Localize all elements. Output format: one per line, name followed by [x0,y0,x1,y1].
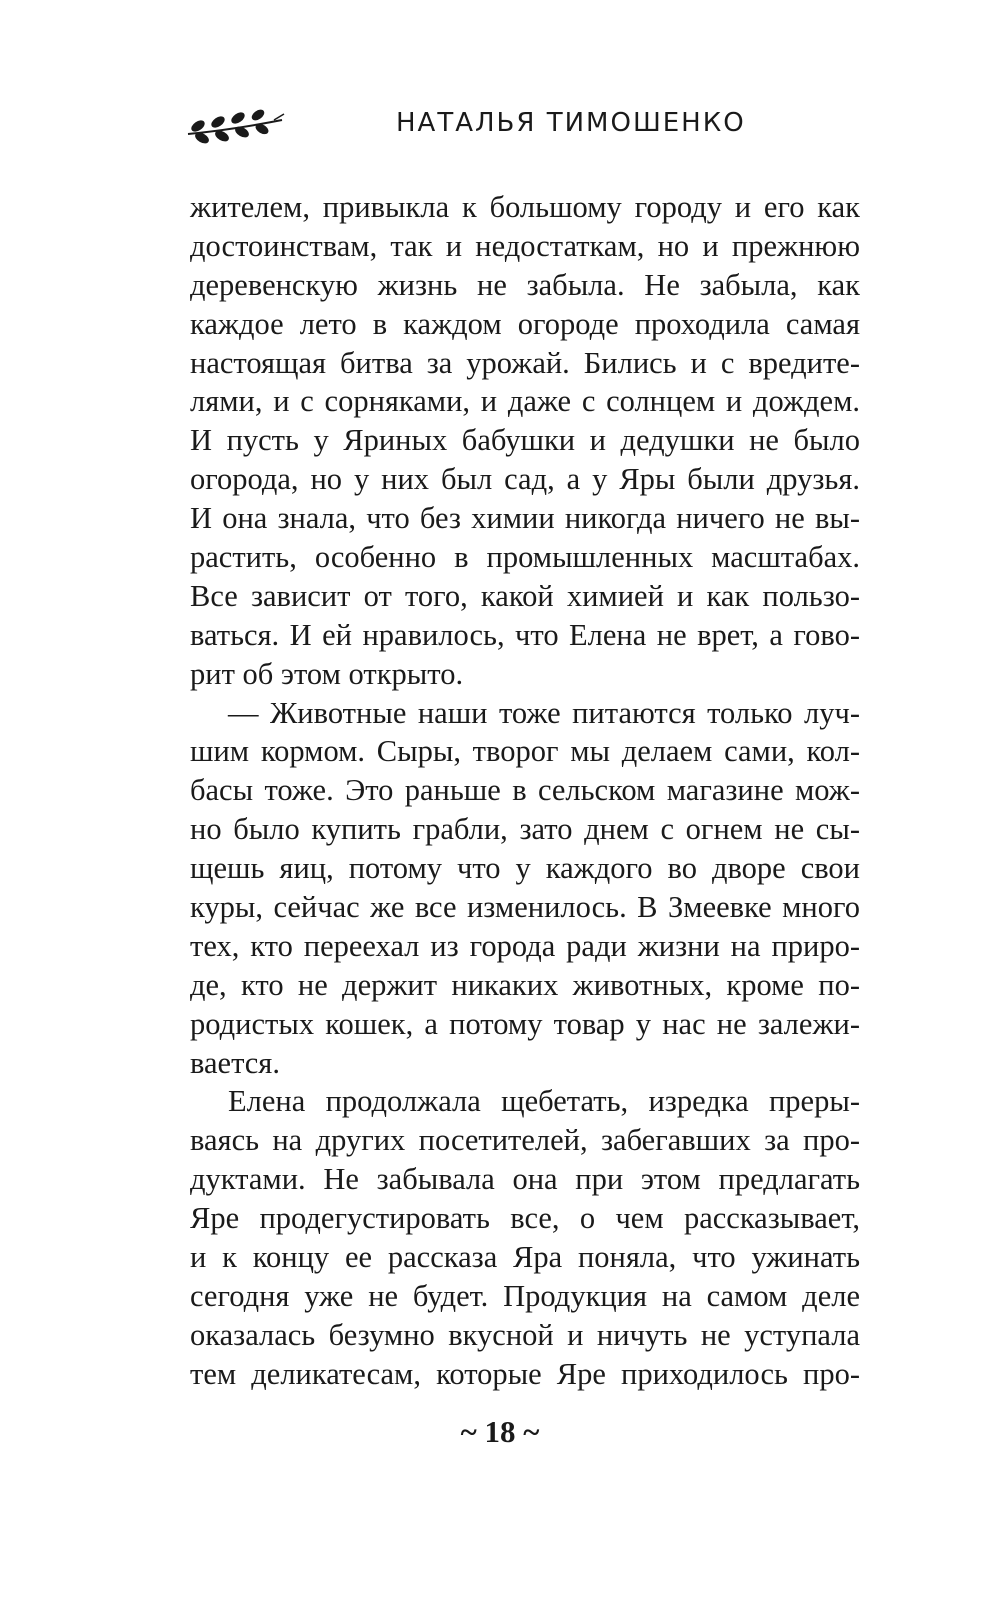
text-line: тем деликатесам, которые Яре приходилось про- [190,1356,860,1391]
text-line: — Животные наши тоже питаются только луч- [228,695,860,730]
text-line: жителем, привыкла к большому городу и его как [190,190,860,224]
text-line: И пусть у Яриных бабушки и дедушки не было [190,423,860,458]
running-header [186,100,886,160]
text-line: куры, сейчас же все изменилось. В Змеевке много [190,890,860,925]
text-line: де, кто не держит никаких животных, кроме по- [190,967,860,1002]
page-number: ~ 18 ~ [460,1414,540,1449]
text-line: И она знала, что без химии никогда ничего не вы- [190,501,860,536]
text-line: дуктами. Не забывала она при этом предлагать [190,1162,860,1197]
author-name: НАТАЛЬЯ ТИМОШЕНКО [396,108,746,138]
laurel-branch-icon [186,100,286,150]
text-line: щешь яиц, потому что у каждого во дворе свои [190,851,860,886]
text-line: лями, и с сорняками, и даже с солнцем и дождем. [190,384,860,419]
text-line: достоинствам, так и недостаткам, но и прежнюю [190,228,860,263]
text-line: Елена продолжала щебетать, изредка преры- [228,1084,860,1119]
text-line: Яре продегустировать все, о чем рассказывает, [190,1201,860,1236]
text-line: оказалась безумно вкусной и ничуть не уступала [190,1317,860,1352]
text-line: каждое лето в каждом огороде проходила самая [190,306,860,341]
text-line: Все зависит от того, какой химией и как пользо- [190,578,860,613]
text-line: ваясь на других посетителей, забегавших за про- [190,1123,860,1158]
text-line: сегодня уже не будет. Продукция на самом деле [190,1278,860,1313]
text-line: и к концу ее рассказа Яра поняла, что ужинать [190,1240,860,1275]
text-line: растить, особенно в промышленных масштабах. [190,540,860,575]
text-line: настоящая битва за урожай. Бились и с вредите- [190,345,860,380]
text-line: рит об этом открыто. [190,656,464,691]
text-line: шим кормом. Сыры, творог мы делаем сами, кол- [190,734,860,769]
text-line: вается. [190,1045,280,1080]
text-line: тех, кто переехал из города ради жизни на приро- [190,928,860,963]
text-line: басы тоже. Это раньше в сельском магазине мож- [190,773,860,808]
text-line: ваться. И ей нравилось, что Елена не врет, а гово- [190,617,860,652]
text-line: деревенскую жизнь не забыла. Не забыла, как [190,267,860,302]
text-line: родистых кошек, а потому товар у нас не залежи- [190,1006,860,1041]
page-body-text [190,188,860,1394]
text-line: но было купить грабли, зато днем с огнем не сы- [190,812,860,847]
text-line: огорода, но у них был сад, а у Яры были друзья. [190,462,860,497]
